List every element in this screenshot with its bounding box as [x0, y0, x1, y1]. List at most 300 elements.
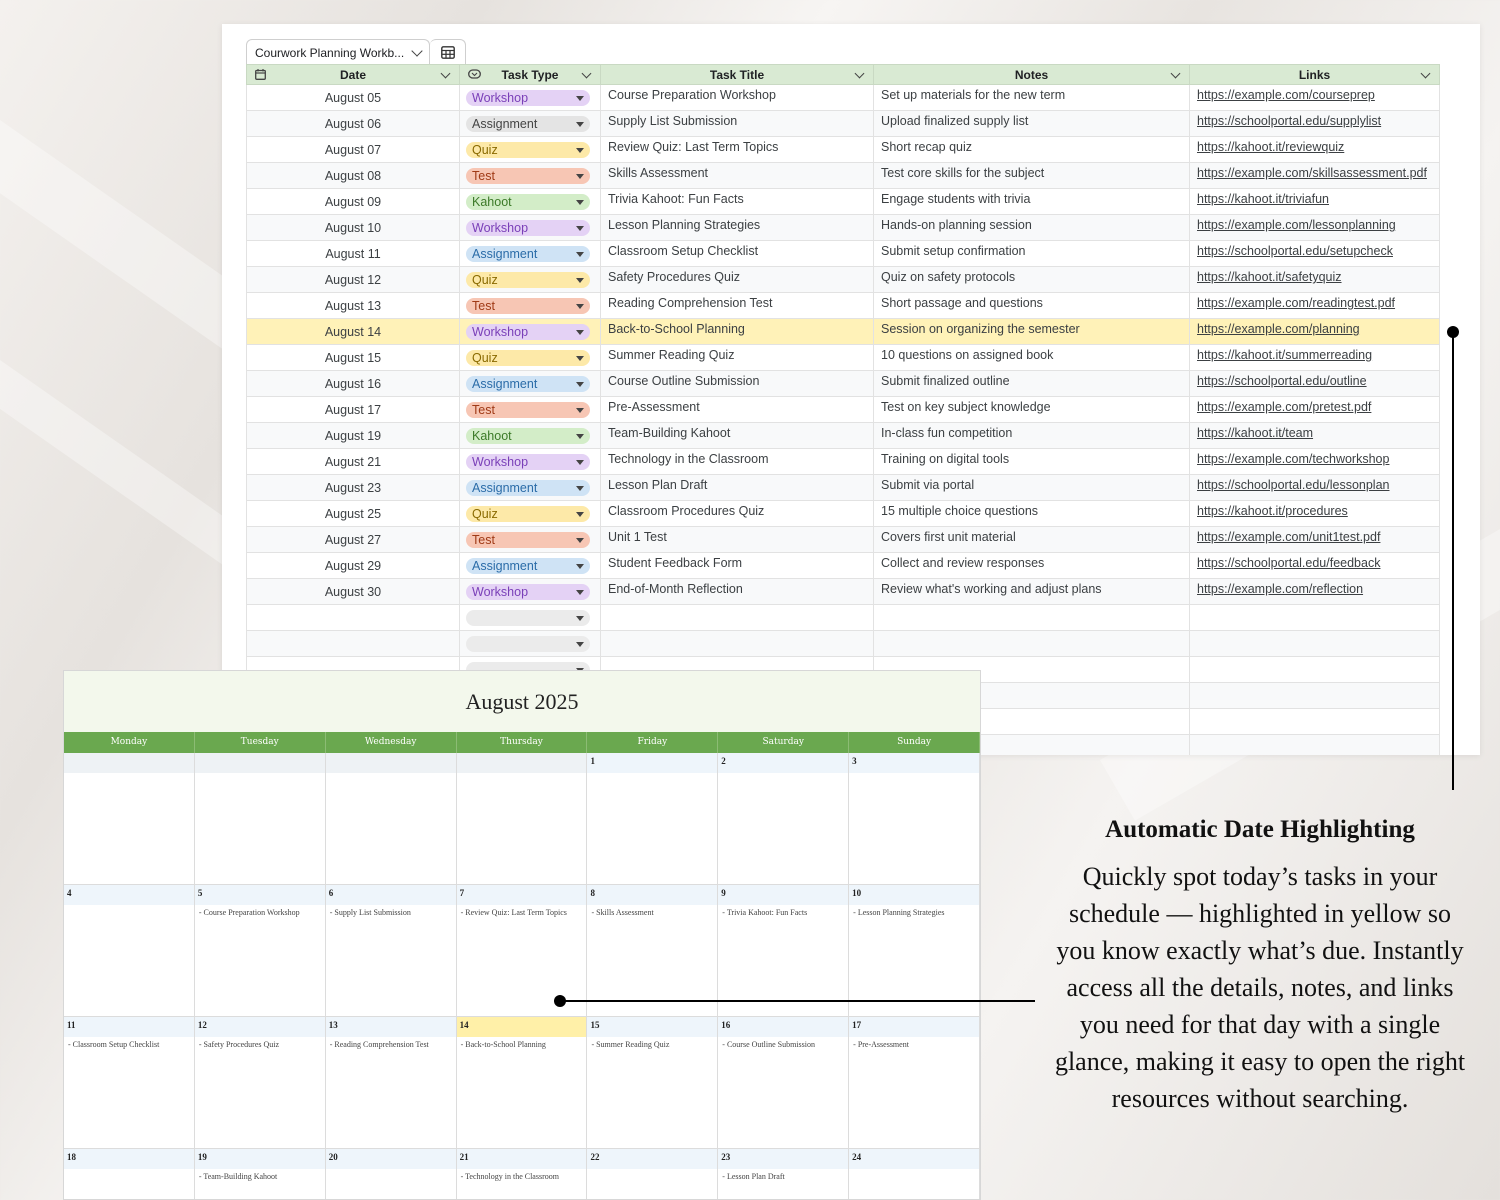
link-cell[interactable]	[1190, 735, 1440, 756]
date-cell[interactable]: August 12	[247, 267, 460, 293]
calendar-event[interactable]: - Supply List Submission	[329, 908, 411, 917]
link-cell[interactable]	[1190, 397, 1440, 423]
link-cell[interactable]	[1190, 449, 1440, 475]
date-cell[interactable]: August 16	[247, 371, 460, 397]
calendar-event[interactable]: - Skills Assessment	[591, 908, 654, 917]
link-cell[interactable]	[1190, 137, 1440, 163]
dropdown-arrow-icon[interactable]	[576, 304, 584, 309]
notes-cell[interactable]: Session on organizing the semester	[874, 319, 1190, 345]
task-type-chip[interactable]	[466, 584, 590, 600]
task-type-cell[interactable]	[460, 293, 601, 319]
table-row[interactable]	[247, 397, 1440, 423]
dropdown-arrow-icon[interactable]	[576, 408, 584, 413]
link-cell[interactable]	[1190, 553, 1440, 579]
link-cell[interactable]	[1190, 631, 1440, 657]
resource-link[interactable]: https://example.com/pretest.pdf	[1197, 400, 1372, 414]
calendar-day-cell	[326, 753, 457, 885]
link-cell[interactable]	[1190, 579, 1440, 605]
notes-cell[interactable]: Test core skills for the subject	[874, 163, 1190, 189]
link-cell[interactable]	[1190, 527, 1440, 553]
chevron-down-icon[interactable]	[582, 69, 592, 79]
day-number: 4	[64, 885, 194, 905]
dropdown-arrow-icon[interactable]	[576, 356, 584, 361]
dropdown-arrow-icon[interactable]	[576, 148, 584, 153]
task-type-chip[interactable]	[466, 116, 590, 132]
table-row[interactable]	[247, 475, 1440, 501]
link-cell[interactable]	[1190, 215, 1440, 241]
task-type-cell[interactable]	[460, 501, 601, 527]
calendar-day-cell[interactable]	[326, 1017, 457, 1149]
notes-cell[interactable]: 15 multiple choice questions	[874, 501, 1190, 527]
date-cell[interactable]: August 14	[247, 319, 460, 345]
task-title-cell[interactable]: Classroom Procedures Quiz	[601, 501, 874, 527]
calendar-day-cell[interactable]	[64, 885, 195, 1017]
chevron-down-icon[interactable]	[1421, 69, 1431, 79]
grid-view-button[interactable]	[430, 39, 466, 65]
table-row[interactable]	[247, 449, 1440, 475]
task-type-chip[interactable]	[466, 636, 590, 652]
calendar-day-cell[interactable]	[718, 1017, 849, 1149]
task-type-cell[interactable]	[460, 163, 601, 189]
calendar-day-cell[interactable]	[64, 1017, 195, 1149]
task-type-cell[interactable]	[460, 397, 601, 423]
calendar-event[interactable]: - Technology in the Classroom	[460, 1172, 559, 1181]
task-title-cell[interactable]: End-of-Month Reflection	[601, 579, 874, 605]
column-label: Task Type	[501, 67, 559, 82]
task-title-cell[interactable]: Course Preparation Workshop	[601, 85, 874, 111]
task-type-chip[interactable]	[466, 90, 590, 106]
callout-line-horizontal	[560, 1000, 1035, 1002]
calendar-event[interactable]: - Summer Reading Quiz	[591, 1040, 670, 1049]
task-type-cell[interactable]	[460, 85, 601, 111]
dropdown-arrow-icon[interactable]	[576, 122, 584, 127]
calendar-event[interactable]: - Back-to-School Planning	[460, 1040, 546, 1049]
calendar-day-cell	[457, 753, 588, 885]
task-type-label: Quiz	[472, 273, 498, 287]
dropdown-arrow-icon[interactable]	[576, 538, 584, 543]
day-number: 6	[326, 885, 456, 905]
calendar-day-cell[interactable]	[718, 1149, 849, 1200]
link-cell[interactable]	[1190, 163, 1440, 189]
notes-cell[interactable]	[874, 605, 1190, 631]
calendar-day-cell[interactable]	[587, 1017, 718, 1149]
notes-cell[interactable]: Engage students with trivia	[874, 189, 1190, 215]
task-table	[246, 64, 1440, 755]
resource-link[interactable]: https://example.com/reflection	[1197, 582, 1364, 596]
date-cell[interactable]: August 21	[247, 449, 460, 475]
task-type-label: Test	[472, 169, 495, 183]
link-cell[interactable]	[1190, 189, 1440, 215]
notes-cell[interactable]: Submit setup confirmation	[874, 241, 1190, 267]
day-number: 22	[587, 1149, 717, 1169]
task-title-cell[interactable]: Technology in the Classroom	[601, 449, 874, 475]
calendar-week-row	[64, 885, 980, 1017]
notes-cell[interactable]: Quiz on safety protocols	[874, 267, 1190, 293]
date-cell[interactable]: August 27	[247, 527, 460, 553]
task-type-cell[interactable]	[460, 631, 601, 657]
table-row[interactable]	[247, 267, 1440, 293]
date-cell[interactable]: August 17	[247, 397, 460, 423]
calendar-weeks	[64, 753, 980, 1200]
task-type-cell[interactable]	[460, 527, 601, 553]
task-type-cell[interactable]	[460, 605, 601, 631]
dropdown-arrow-icon[interactable]	[576, 434, 584, 439]
day-number: 24	[849, 1149, 979, 1169]
day-number	[326, 753, 456, 773]
calendar-day-cell[interactable]	[457, 885, 588, 1017]
calendar-event[interactable]: - Course Preparation Workshop	[198, 908, 300, 917]
callout-line-vertical	[1452, 332, 1454, 790]
column-header-links[interactable]	[1190, 65, 1440, 85]
dropdown-arrow-icon[interactable]	[576, 226, 584, 231]
calendar-day-cell[interactable]	[718, 885, 849, 1017]
date-cell[interactable]: August 19	[247, 423, 460, 449]
calendar-event[interactable]: - Pre-Assessment	[853, 1040, 909, 1049]
task-title-cell[interactable]: Unit 1 Test	[601, 527, 874, 553]
column-header-notes[interactable]	[874, 65, 1190, 85]
date-cell[interactable]: August 06	[247, 111, 460, 137]
calendar-day-cell[interactable]	[195, 885, 326, 1017]
weekday-header-row	[64, 732, 980, 753]
resource-link[interactable]: https://example.com/readingtest.pdf	[1197, 296, 1396, 310]
date-cell[interactable]: August 29	[247, 553, 460, 579]
task-type-label: Workshop	[472, 585, 529, 599]
calendar-day-cell[interactable]	[326, 1149, 457, 1200]
table-row[interactable]	[247, 579, 1440, 605]
task-type-cell[interactable]	[460, 111, 601, 137]
calendar-week-row	[64, 1149, 980, 1200]
day-number: 15	[587, 1017, 717, 1037]
resource-link[interactable]: https://kahoot.it/safetyquiz	[1197, 270, 1342, 284]
calendar-day-cell[interactable]	[849, 1017, 980, 1149]
calendar-event[interactable]: - Trivia Kahoot: Fun Facts	[722, 908, 808, 917]
task-type-label: Assignment	[472, 117, 538, 131]
link-cell[interactable]	[1190, 319, 1440, 345]
date-cell[interactable]	[247, 605, 460, 631]
day-number: 16	[718, 1017, 848, 1037]
notes-cell[interactable]: Submit via portal	[874, 475, 1190, 501]
day-number: 14	[457, 1017, 587, 1037]
view-selector-tab[interactable]	[246, 39, 430, 65]
table-row[interactable]	[247, 319, 1440, 345]
dropdown-arrow-icon[interactable]	[576, 616, 584, 621]
dropdown-arrow-icon[interactable]	[576, 460, 584, 465]
notes-cell[interactable]: Hands-on planning session	[874, 215, 1190, 241]
calendar-icon	[255, 69, 266, 80]
link-cell[interactable]	[1190, 423, 1440, 449]
task-type-label: Workshop	[472, 221, 529, 235]
task-type-cell[interactable]	[460, 475, 601, 501]
calendar-week-row	[64, 753, 980, 885]
table-row[interactable]	[247, 241, 1440, 267]
task-type-chip[interactable]	[466, 558, 590, 574]
resource-link[interactable]: https://example.com/techworkshop	[1197, 452, 1390, 466]
task-type-chip[interactable]	[466, 194, 590, 210]
task-type-cell[interactable]	[460, 345, 601, 371]
task-type-label: Quiz	[472, 351, 498, 365]
calendar-day-cell[interactable]	[587, 753, 718, 885]
resource-link[interactable]: https://kahoot.it/triviafun	[1197, 192, 1330, 206]
day-number: 19	[195, 1149, 325, 1169]
link-cell[interactable]	[1190, 293, 1440, 319]
column-header-task-title[interactable]	[601, 65, 874, 85]
view-name: Courwork Planning Workb...	[255, 45, 405, 60]
calendar-day-cell[interactable]	[195, 1149, 326, 1200]
notes-cell[interactable]: Short recap quiz	[874, 137, 1190, 163]
task-type-cell[interactable]	[460, 371, 601, 397]
task-title-cell[interactable]: Student Feedback Form	[601, 553, 874, 579]
link-cell[interactable]	[1190, 85, 1440, 111]
link-cell[interactable]	[1190, 267, 1440, 293]
dropdown-arrow-icon[interactable]	[576, 590, 584, 595]
calendar-event[interactable]: - Safety Procedures Quiz	[198, 1040, 280, 1049]
task-type-chip[interactable]	[466, 168, 590, 184]
task-title-cell[interactable]: Back-to-School Planning	[601, 319, 874, 345]
dropdown-arrow-icon[interactable]	[576, 278, 584, 283]
table-row[interactable]	[247, 345, 1440, 371]
task-type-label: Assignment	[472, 481, 538, 495]
task-type-chip[interactable]	[466, 610, 590, 626]
task-type-cell[interactable]	[460, 241, 601, 267]
link-cell[interactable]	[1190, 709, 1440, 735]
day-number: 10	[849, 885, 979, 905]
task-type-cell[interactable]	[460, 137, 601, 163]
task-title-cell[interactable]: Team-Building Kahoot	[601, 423, 874, 449]
notes-cell[interactable]: Short passage and questions	[874, 293, 1190, 319]
calendar-day-cell	[195, 753, 326, 885]
task-title-cell[interactable]: Skills Assessment	[601, 163, 874, 189]
table-row[interactable]	[247, 189, 1440, 215]
link-cell[interactable]	[1190, 371, 1440, 397]
table-row[interactable]	[247, 293, 1440, 319]
task-type-cell[interactable]	[460, 319, 601, 345]
calendar-event[interactable]: - Reading Comprehension Test	[329, 1040, 429, 1049]
dropdown-arrow-icon[interactable]	[576, 96, 584, 101]
calendar-event[interactable]: - Lesson Plan Draft	[722, 1172, 785, 1181]
calendar-day-cell-today[interactable]	[457, 1017, 588, 1149]
task-type-chip[interactable]	[466, 350, 590, 366]
calendar-day-cell[interactable]	[849, 885, 980, 1017]
task-type-label: Workshop	[472, 91, 529, 105]
resource-link[interactable]: https://schoolportal.edu/feedback	[1197, 556, 1381, 570]
table-row[interactable]	[247, 163, 1440, 189]
date-cell[interactable]: August 10	[247, 215, 460, 241]
day-number	[195, 753, 325, 773]
task-type-label: Quiz	[472, 507, 498, 521]
notes-cell[interactable]: 10 questions on assigned book	[874, 345, 1190, 371]
notes-cell[interactable]: Training on digital tools	[874, 449, 1190, 475]
task-type-cell[interactable]	[460, 553, 601, 579]
resource-link[interactable]: https://example.com/lessonplanning	[1197, 218, 1396, 232]
day-number: 11	[64, 1017, 194, 1037]
task-title-cell[interactable]: Summer Reading Quiz	[601, 345, 874, 371]
resource-link[interactable]: https://example.com/courseprep	[1197, 88, 1375, 102]
day-number: 17	[849, 1017, 979, 1037]
task-type-cell[interactable]	[460, 189, 601, 215]
day-number: 7	[457, 885, 587, 905]
resource-link[interactable]: https://schoolportal.edu/supplylist	[1197, 114, 1382, 128]
notes-cell[interactable]: Submit finalized outline	[874, 371, 1190, 397]
resource-link[interactable]: https://kahoot.it/reviewquiz	[1197, 140, 1345, 154]
task-type-chip[interactable]	[466, 142, 590, 158]
task-type-chip[interactable]	[466, 532, 590, 548]
background-stripe	[0, 360, 246, 565]
date-cell[interactable]: August 23	[247, 475, 460, 501]
task-title-cell[interactable]: Classroom Setup Checklist	[601, 241, 874, 267]
link-cell[interactable]	[1190, 475, 1440, 501]
task-type-chip[interactable]	[466, 272, 590, 288]
table-row[interactable]	[247, 85, 1440, 111]
date-cell[interactable]: August 07	[247, 137, 460, 163]
calendar-day-cell[interactable]	[849, 753, 980, 885]
chevron-down-icon[interactable]	[855, 69, 865, 79]
link-cell[interactable]	[1190, 111, 1440, 137]
date-cell[interactable]: August 08	[247, 163, 460, 189]
table-row[interactable]	[247, 215, 1440, 241]
calendar-day-cell[interactable]	[587, 885, 718, 1017]
dropdown-arrow-icon[interactable]	[576, 330, 584, 335]
link-cell[interactable]	[1190, 345, 1440, 371]
link-cell[interactable]	[1190, 605, 1440, 631]
task-type-chip[interactable]	[466, 298, 590, 314]
link-cell[interactable]	[1190, 657, 1440, 683]
task-title-cell[interactable]: Safety Procedures Quiz	[601, 267, 874, 293]
task-type-chip[interactable]	[466, 376, 590, 392]
table-row[interactable]	[247, 501, 1440, 527]
resource-link[interactable]: https://example.com/planning	[1197, 322, 1360, 336]
notes-cell[interactable]: Covers first unit material	[874, 527, 1190, 553]
dropdown-arrow-icon[interactable]	[576, 200, 584, 205]
task-type-cell[interactable]	[460, 579, 601, 605]
notes-cell[interactable]: Collect and review responses	[874, 553, 1190, 579]
dropdown-arrow-icon[interactable]	[576, 564, 584, 569]
dropdown-arrow-icon[interactable]	[576, 174, 584, 179]
resource-link[interactable]: https://schoolportal.edu/lessonplan	[1197, 478, 1390, 492]
table-row[interactable]	[247, 137, 1440, 163]
date-cell[interactable]: August 13	[247, 293, 460, 319]
column-header-date[interactable]	[247, 65, 460, 85]
task-type-chip[interactable]	[466, 480, 590, 496]
table-row[interactable]	[247, 527, 1440, 553]
dropdown-arrow-icon[interactable]	[576, 512, 584, 517]
task-type-chip[interactable]	[466, 324, 590, 340]
dropdown-arrow-icon[interactable]	[576, 486, 584, 491]
calendar-event[interactable]: - Team-Building Kahoot	[198, 1172, 278, 1181]
date-cell[interactable]: August 25	[247, 501, 460, 527]
column-label: Task Title	[709, 67, 765, 82]
calendar-event[interactable]: - Classroom Setup Checklist	[68, 1040, 160, 1049]
column-header-task-type[interactable]	[460, 65, 601, 85]
dropdown-arrow-icon[interactable]	[576, 252, 584, 257]
task-type-label: Assignment	[472, 377, 538, 391]
task-type-chip[interactable]	[466, 506, 590, 522]
calendar-day-cell[interactable]	[718, 753, 849, 885]
chevron-down-icon[interactable]	[1171, 69, 1181, 79]
empty-table-row[interactable]	[247, 631, 1440, 657]
date-cell[interactable]: August 11	[247, 241, 460, 267]
task-type-chip[interactable]	[466, 402, 590, 418]
calendar-day-cell[interactable]	[587, 1149, 718, 1200]
resource-link[interactable]: https://kahoot.it/summerreading	[1197, 348, 1373, 362]
calendar-day-cell[interactable]	[849, 1149, 980, 1200]
notes-cell[interactable]: Review what's working and adjust plans	[874, 579, 1190, 605]
notes-cell[interactable]: Upload finalized supply list	[874, 111, 1190, 137]
notes-cell[interactable]: In-class fun competition	[874, 423, 1190, 449]
task-type-cell[interactable]	[460, 267, 601, 293]
task-title-cell[interactable]: Supply List Submission	[601, 111, 874, 137]
task-type-chip[interactable]	[466, 428, 590, 444]
resource-link[interactable]: https://kahoot.it/procedures	[1197, 504, 1348, 518]
task-type-label: Workshop	[472, 325, 529, 339]
notes-cell[interactable]	[874, 631, 1190, 657]
task-title-cell[interactable]: Lesson Planning Strategies	[601, 215, 874, 241]
task-type-cell[interactable]	[460, 423, 601, 449]
resource-link[interactable]: https://example.com/unit1test.pdf	[1197, 530, 1381, 544]
calendar-event[interactable]: - Review Quiz: Last Term Topics	[460, 908, 567, 917]
resource-link[interactable]: https://kahoot.it/team	[1197, 426, 1314, 440]
date-cell[interactable]: August 30	[247, 579, 460, 605]
calendar-event[interactable]: - Lesson Planning Strategies	[853, 908, 945, 917]
task-type-cell[interactable]	[460, 215, 601, 241]
calendar-day-cell[interactable]	[64, 1149, 195, 1200]
task-title-cell[interactable]: Review Quiz: Last Term Topics	[601, 137, 874, 163]
notes-cell[interactable]: Test on key subject knowledge	[874, 397, 1190, 423]
view-tab-bar	[246, 39, 466, 65]
task-type-cell[interactable]	[460, 449, 601, 475]
column-label: Links	[1298, 67, 1331, 82]
day-number: 18	[64, 1149, 194, 1169]
date-cell[interactable]: August 15	[247, 345, 460, 371]
chevron-down-icon[interactable]	[441, 69, 451, 79]
empty-table-row[interactable]	[247, 605, 1440, 631]
resource-link[interactable]: https://schoolportal.edu/setupcheck	[1197, 244, 1393, 258]
task-title-cell[interactable]: Reading Comprehension Test	[601, 293, 874, 319]
resource-link[interactable]: https://example.com/skillsassessment.pdf	[1197, 166, 1427, 180]
dropdown-arrow-icon[interactable]	[576, 382, 584, 387]
link-cell[interactable]	[1190, 683, 1440, 709]
date-cell[interactable]: August 09	[247, 189, 460, 215]
dropdown-arrow-icon[interactable]	[576, 642, 584, 647]
task-type-chip[interactable]	[466, 246, 590, 262]
notes-cell[interactable]: Set up materials for the new term	[874, 85, 1190, 111]
task-type-chip[interactable]	[466, 220, 590, 236]
task-title-cell[interactable]: Trivia Kahoot: Fun Facts	[601, 189, 874, 215]
task-type-label: Kahoot	[472, 429, 512, 443]
task-type-label: Quiz	[472, 143, 498, 157]
task-title-cell[interactable]: Lesson Plan Draft	[601, 475, 874, 501]
link-cell[interactable]	[1190, 501, 1440, 527]
table-row[interactable]	[247, 371, 1440, 397]
calendar-day-cell[interactable]	[326, 885, 457, 1017]
table-row[interactable]	[247, 553, 1440, 579]
task-title-cell[interactable]	[601, 631, 874, 657]
task-title-cell[interactable]: Pre-Assessment	[601, 397, 874, 423]
calendar-day-cell[interactable]	[457, 1149, 588, 1200]
table-row[interactable]	[247, 423, 1440, 449]
day-number	[64, 753, 194, 773]
date-cell[interactable]: August 05	[247, 85, 460, 111]
task-type-chip[interactable]	[466, 454, 590, 470]
calendar-event[interactable]: - Course Outline Submission	[722, 1040, 815, 1049]
calendar-day-cell[interactable]	[195, 1017, 326, 1149]
resource-link[interactable]: https://schoolportal.edu/outline	[1197, 374, 1367, 388]
table-row[interactable]	[247, 111, 1440, 137]
task-title-cell[interactable]: Course Outline Submission	[601, 371, 874, 397]
task-title-cell[interactable]	[601, 605, 874, 631]
date-cell[interactable]	[247, 631, 460, 657]
weekday-label: Monday	[64, 732, 195, 753]
link-cell[interactable]	[1190, 241, 1440, 267]
